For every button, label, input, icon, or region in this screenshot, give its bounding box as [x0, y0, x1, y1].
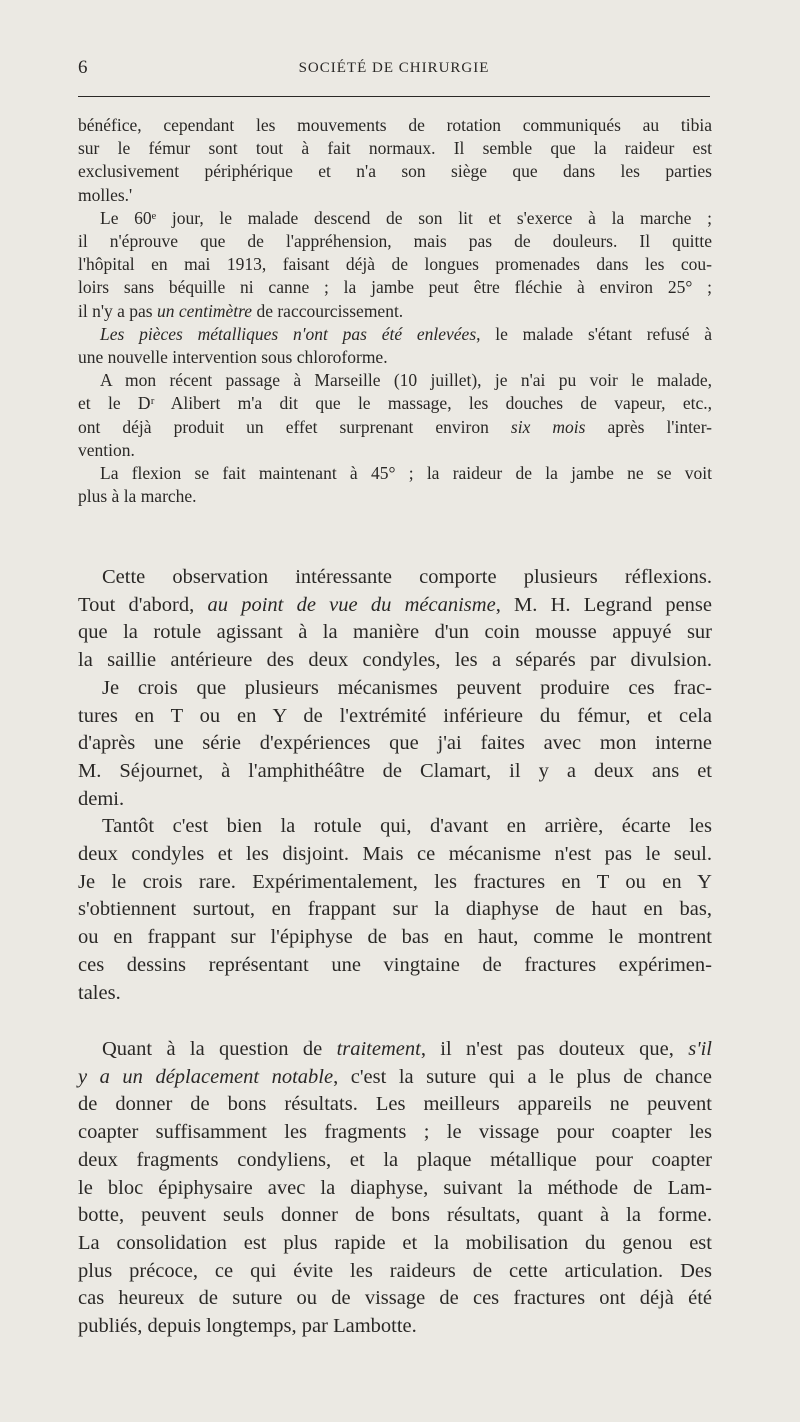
text-line: M. Séjournet, à l'amphithéâtre de Clamart, il y a deux ans et — [78, 759, 712, 782]
text-line: plus précoce, ce qui évite les raideurs de cette articulation. Des — [78, 1259, 712, 1282]
text-line: A mon récent passage à Marseille (10 juillet), je n'ai pu voir le malade, — [100, 370, 712, 391]
text-line: vention. — [78, 439, 135, 460]
paragraph-mechanisms — [78, 675, 712, 814]
page-number: 6 — [78, 57, 88, 78]
text-line: d'après une série d'expériences que j'ai faites avec mon interne — [78, 732, 712, 755]
case-report-small-text — [78, 114, 712, 508]
text-line: ou en frappant sur l'épiphyse de bas en haut, comme le montrent — [78, 926, 712, 949]
text-line: coapter suffisamment les fragments ; le vissage pour coapter les — [78, 1121, 712, 1144]
treatment-section — [78, 1036, 712, 1341]
header-rule — [78, 96, 710, 97]
text-line: ont déjà produit un effet surprenant environ six mois après l'inter- — [78, 416, 712, 437]
text-line: Cette observation intéressante comporte plusieurs réflexions. — [102, 566, 712, 588]
text-line: deux condyles et les disjoint. Mais ce mécanisme n'est pas le seul. — [78, 843, 712, 866]
text-line: deux fragments condyliens, et la plaque métallique pour coapter — [78, 1148, 712, 1171]
paragraph-treatment — [78, 1036, 712, 1341]
text-line: loirs sans béquille ni canne ; la jambe peut être fléchie à environ 25° ; — [78, 277, 712, 298]
text-line: cas heureux de suture ou de vissage de ces fractures ont déjà été — [78, 1287, 712, 1310]
text-line: il n'éprouve que de l'appréhension, mais pas de douleurs. Il quitte — [78, 231, 712, 252]
text-line: Les pièces métalliques n'ont pas été enlevées, le malade s'étant refusé à — [100, 323, 712, 344]
text-line: plus à la marche. — [78, 486, 197, 507]
text-line: sur le fémur sont tout à fait normaux. Il semble que la raideur est — [78, 138, 712, 159]
text-line: s'obtiennent surtout, en frappant sur la diaphyse de haut en bas, — [78, 898, 712, 921]
page-header — [78, 56, 710, 80]
text-line: exclusivement périphérique et n'a son siège que dans les parties — [78, 161, 712, 182]
text-line: demi. — [78, 787, 125, 810]
text-line: Quant à la question de traitement, il n'est pas douteux que, s'il — [102, 1038, 713, 1060]
paragraph-observation — [78, 564, 712, 675]
text-line: la saillie antérieure des deux condyles, les a séparés par divulsion. — [78, 649, 712, 672]
italic-phrase: six mois — [510, 416, 586, 437]
text-line: Tout d'abord, au point de vue du mécanisme, M. H. Legrand pense — [78, 593, 712, 616]
text-line: il n'y a pas un centimètre de raccourcissement. — [78, 300, 404, 321]
text-line: l'hôpital en mai 1913, faisant déjà de longues promenades dans les cou- — [78, 254, 712, 275]
running-title: SOCIÉTÉ DE CHIRURGIE — [298, 60, 490, 76]
text-line: La consolidation est plus rapide et la mobilisation du genou est — [78, 1231, 712, 1254]
text-line: et le Dʳ Alibert m'a dit que le massage, les douches de vapeur, etc., — [78, 393, 712, 414]
italic-phrase: traitement — [336, 1038, 421, 1060]
text-line: une nouvelle intervention sous chloroforme. — [78, 347, 388, 368]
text-line: y a un déplacement notable, c'est la suture qui a le plus de chance — [78, 1065, 712, 1088]
text-line: ces dessins représentant une vingtaine de fractures expérimen- — [78, 953, 712, 976]
italic-phrase: au point de vue du mécanisme — [207, 593, 496, 616]
text-line: Je crois que plusieurs mécanismes peuvent produire ces frac- — [102, 676, 712, 699]
italic-phrase: y a un déplacement notable — [78, 1065, 334, 1088]
text-line: Je le crois rare. Expérimentalement, les fractures en T ou en Y — [78, 870, 712, 893]
italic-phrase: s'il — [688, 1038, 713, 1060]
italic-phrase: un centimètre — [156, 300, 253, 321]
text-line: molles.' — [78, 184, 133, 205]
text-line: bénéfice, cependant les mouvements de rotation communiqués au tibia — [78, 115, 712, 135]
text-line: botte, peuvent seuls donner de bons résultats, quant à la forme. — [78, 1204, 712, 1227]
paragraph-experiments — [78, 813, 712, 1007]
text-line: que la rotule agissant à la manière d'un coin mousse appuyé sur — [78, 621, 712, 644]
text-line: La flexion se fait maintenant à 45° ; la raideur de la jambe ne se voit — [100, 463, 712, 484]
discussion-section — [78, 564, 712, 1007]
text-line: publiés, depuis longtemps, par Lambotte. — [78, 1315, 417, 1338]
text-line: le bloc épiphysaire avec la diaphyse, suivant la méthode de Lam- — [78, 1176, 712, 1199]
text-line: de donner de bons résultats. Les meilleurs appareils ne peuvent — [78, 1093, 712, 1116]
italic-phrase: Les pièces métalliques n'ont pas été enlevées — [100, 323, 477, 344]
text-line: Le 60ᵉ jour, le malade descend de son lit et s'exerce à la marche ; — [100, 207, 712, 228]
text-line: tales. — [78, 981, 121, 1004]
text-line: Tantôt c'est bien la rotule qui, d'avant en arrière, écarte les — [102, 815, 712, 838]
text-line: tures en T ou en Y de l'extrémité inférieure du fémur, et cela — [78, 704, 712, 727]
